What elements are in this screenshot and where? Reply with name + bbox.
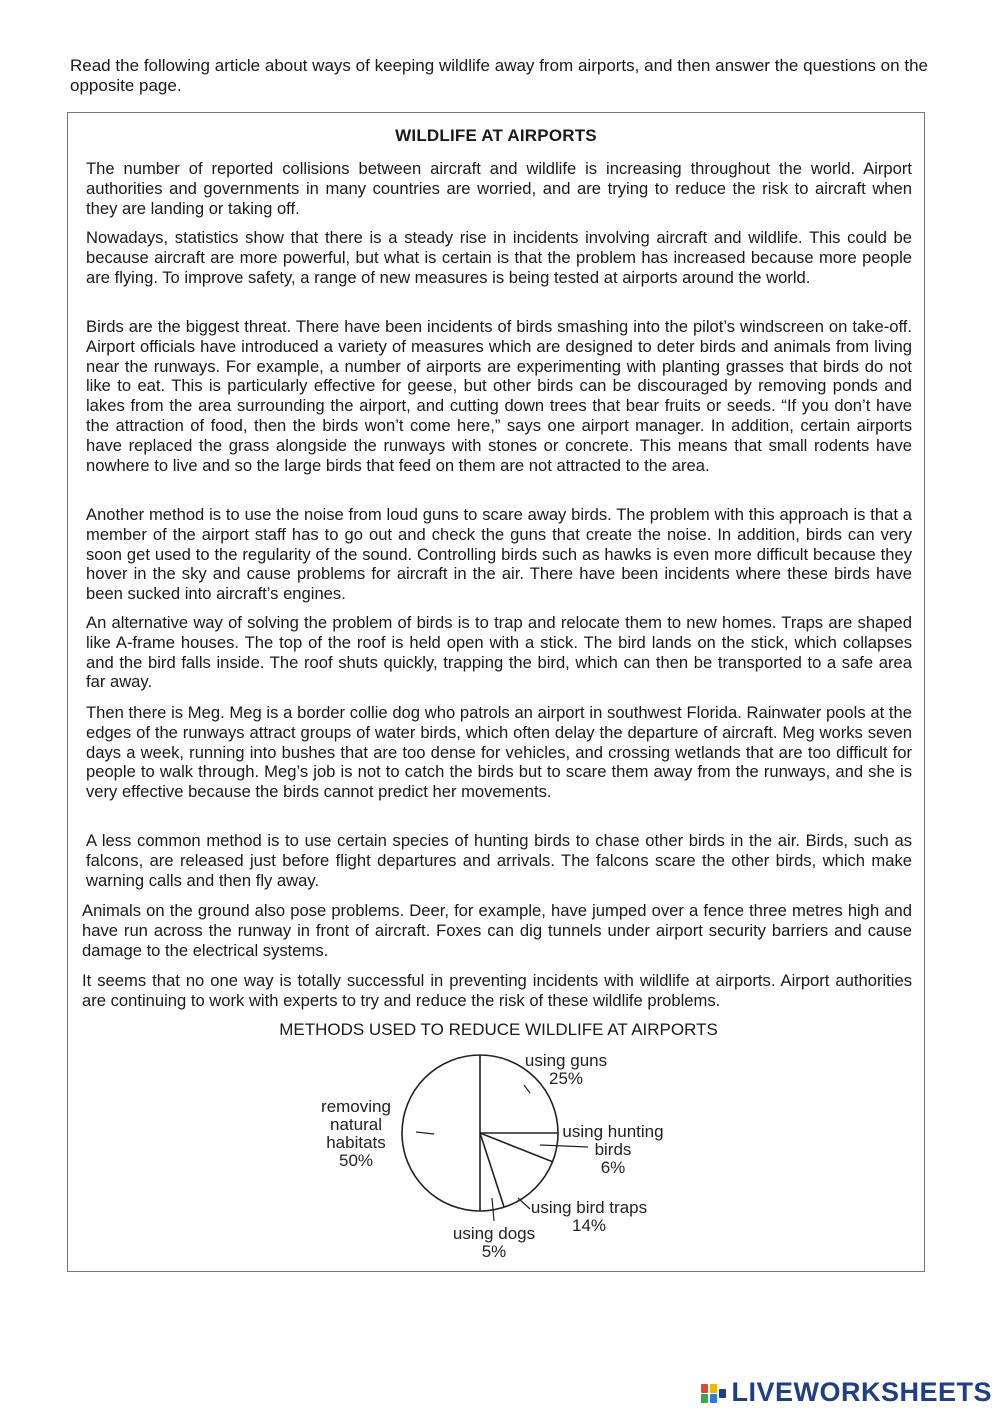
pie-slice-label <box>321 1097 391 1170</box>
pie-category-label: using hunting <box>562 1122 664 1141</box>
pie-value-label: 14% <box>571 1216 607 1235</box>
pie-category-label: birds <box>594 1140 632 1159</box>
pie-value-label: 25% <box>548 1069 584 1088</box>
pie-category-label: habitats <box>326 1133 386 1152</box>
article-paragraph: It seems that no one way is totally successful in preventing incidents with wildlife at airports. Airport authorities are continuing to work with experts to try and reduce the risk of these wildlife problems. <box>82 971 912 1010</box>
pie-category-label: using guns <box>524 1051 608 1070</box>
pie-chart <box>68 113 926 1273</box>
pie-slice-label <box>453 1224 535 1261</box>
pie-category-label: natural <box>330 1115 382 1134</box>
article-paragraph: Then there is Meg. Meg is a border collie dog who patrols an airport in southwest Florida. Rainwater pools at the edges of the runways attract groups of water birds, which often delay the departure of aircraft. Meg works seven days a week, running into bushes that are too dense for vehicles, and crossing wetlands that are too difficult for people to walk through. Meg’s job is not to catch the birds but to scare them away from the runways, and she is very effective because the birds cannot predict her movements. <box>86 703 912 802</box>
pie-value-label: 6% <box>600 1158 626 1177</box>
pie-slice-label <box>562 1122 663 1177</box>
article-paragraph: An alternative way of solving the problem of birds is to trap and relocate them to new homes. Traps are shaped like A-frame houses. The top of the roof is held open with a stick. The bird lands on the stick, which collapses and the bird falls inside. The roof shuts quickly, trapping the bird, which can then be transported to a safe area far away. <box>86 613 912 692</box>
article-paragraph: Animals on the ground also pose problems. Deer, for example, have jumped over a fence three metres high and have run across the runway in front of aircraft. Foxes can dig tunnels under airport security barriers and cause damage to the electrical systems. <box>82 901 912 960</box>
leader-line <box>518 1198 530 1209</box>
article-paragraph: Nowadays, statistics show that there is a steady rise in incidents involving aircraft and wildlife. This could be because aircraft are more powerful, but what is certain is that the problem has increased because more people are flying. To improve safety, a range of new measures is being tested at airports around the world. <box>86 228 912 287</box>
pie-category-label: removing <box>321 1097 391 1116</box>
pie-category-label: using bird traps <box>530 1198 648 1217</box>
brand-name: LIVEWORKSHEETS <box>731 1376 992 1407</box>
pie-value-label: 50% <box>338 1151 374 1170</box>
pie-value-label: 5% <box>481 1242 507 1261</box>
article-title: WILDLIFE AT AIRPORTS <box>395 126 597 145</box>
article-paragraph: A less common method is to use certain species of hunting birds to chase other birds in the air. Birds, such as falcons, are released just before flight departures and arrivals. The falcons scare the other birds, which make warning calls and then fly away. <box>86 831 912 890</box>
liveworksheets-logo <box>701 1377 992 1407</box>
pie-category-label: using dogs <box>452 1224 536 1243</box>
logo-mark-icon <box>701 1381 727 1403</box>
article-paragraph: Another method is to use the noise from loud guns to scare away birds. The problem with this approach is that a member of the airport staff has to go out and check the guns that create the noise. In addition, birds can very soon get used to the regularity of the sound. Controlling birds such as hawks is even more difficult because they hover in the sky and cause problems for aircraft in the air. There have been incidents where these birds have been sucked into aircraft’s engines. <box>86 505 912 604</box>
pie-slice-label <box>531 1198 647 1235</box>
article-box <box>67 112 925 1272</box>
article-paragraph: The number of reported collisions between aircraft and wildlife is increasing throughout the world. Airport authorities and governments in many countries are worried, and are trying to reduce the risk to aircraft when they are landing or taking off. <box>86 159 912 218</box>
chart-title: METHODS USED TO REDUCE WILDLIFE AT AIRPORTS <box>279 1020 718 1039</box>
instructions-text: Read the following article about ways of keeping wildlife away from airports, and then answer the questions on the opposite page. <box>70 56 928 95</box>
article-paragraph: Birds are the biggest threat. There have been incidents of birds smashing into the pilot’s windscreen on take-off. Airport officials have introduced a variety of measures which are designed to deter birds and animals from living near the runways. For example, a number of airports are experimenting with planting grasses that birds do not like to eat. This is particularly effective for geese, but other birds can be discouraged by removing ponds and lakes from the area surrounding the airport, and cutting down trees that bear fruits or seeds. “If you don’t have the attraction of food, then the birds won’t come here,” says one airport manager. In addition, certain airports have replaced the grass alongside the runways with stones or concrete. This means that small rodents have nowhere to live and so the large birds that feed on them are not attracted to the area. <box>86 317 912 475</box>
